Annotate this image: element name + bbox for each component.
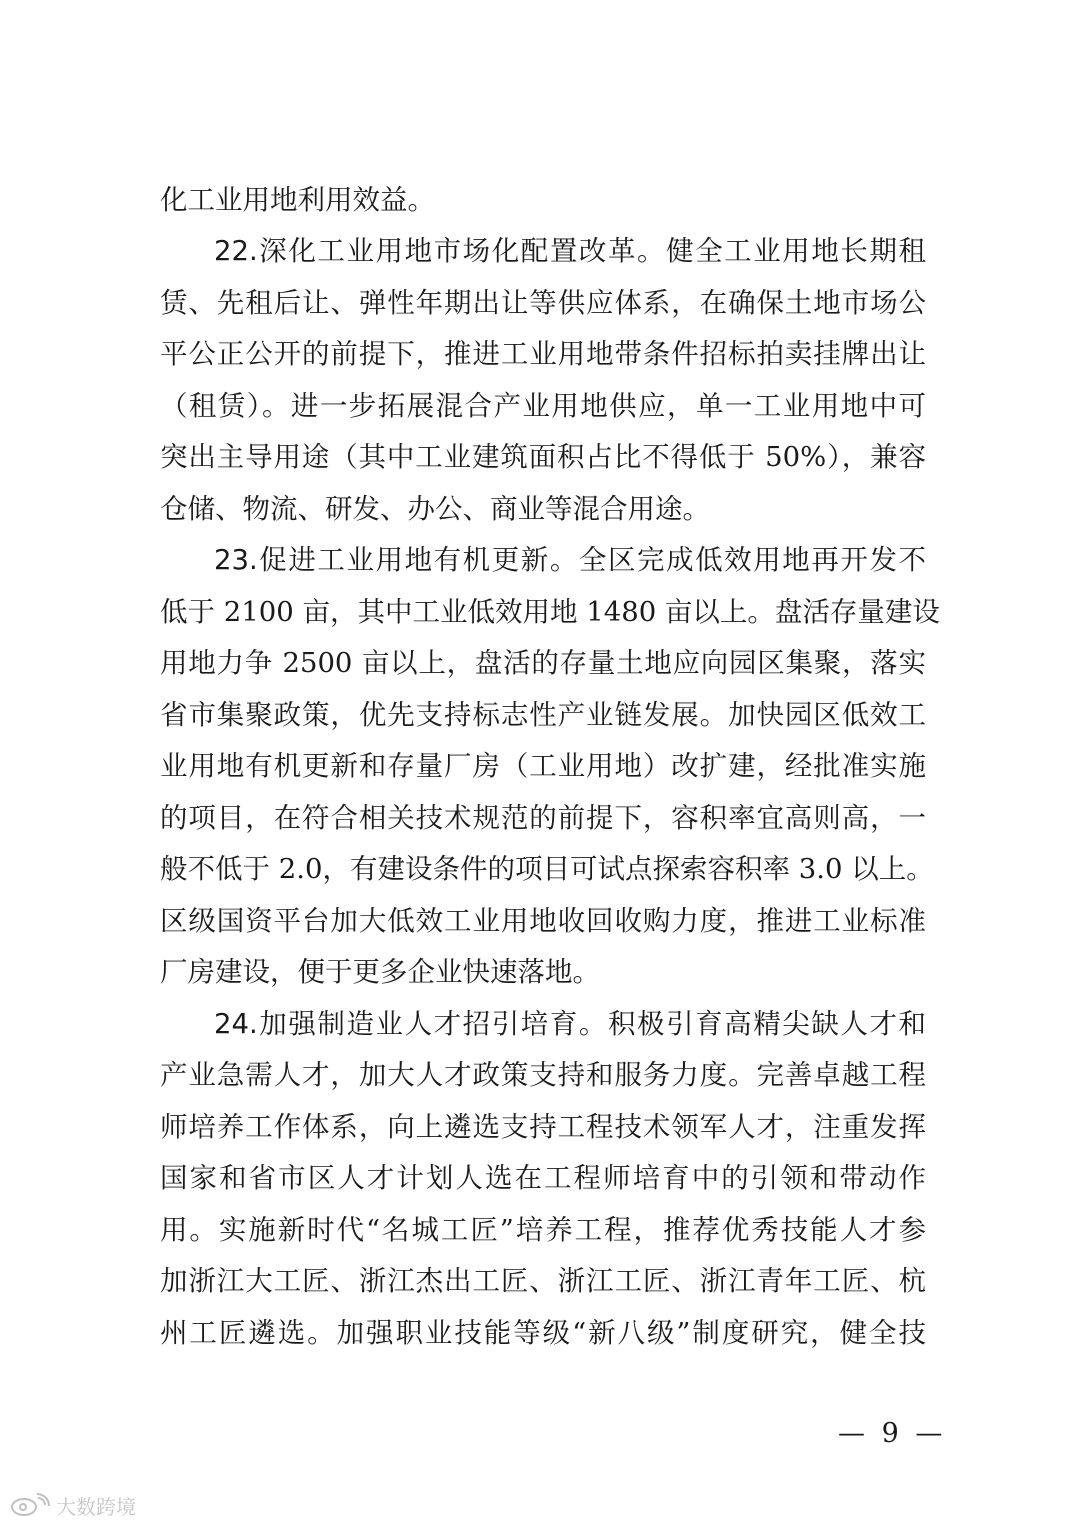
paragraph-line: 师培养工作体系，向上遴选支持工程技术领军人才，注重发挥 bbox=[160, 1111, 926, 1143]
paragraph-text: 全区完成低效用地再开发不 bbox=[578, 544, 927, 576]
section-heading-23: 23.促进工业用地有机更新。 bbox=[214, 544, 579, 576]
paragraph-first-line bbox=[214, 540, 926, 580]
paragraph-line: 仓储、物流、研发、办公、商业等混合用途。 bbox=[160, 493, 710, 525]
paragraph-first-line bbox=[214, 1004, 926, 1044]
page-number: — 9 — bbox=[838, 1418, 947, 1449]
paragraph-line: 用地力争 2500 亩以上，盘活的存量土地应向园区集聚，落实 bbox=[160, 647, 926, 679]
paragraph-line: 化工业用地利用效益。 bbox=[160, 184, 435, 216]
paragraph-text: 健全工业用地长期租 bbox=[666, 235, 927, 267]
paragraph-first-line bbox=[214, 231, 926, 271]
paragraph-line: 的项目，在符合相关技术规范的前提下，容积率宜高则高，一 bbox=[160, 802, 926, 834]
paragraph-line: 厂房建设，便于更多企业快速落地。 bbox=[160, 956, 600, 988]
paragraph-text: 积极引育高精尖缺人才和 bbox=[607, 1008, 927, 1040]
paragraph-line: 平公正公开的前提下，推进工业用地带条件招标拍卖挂牌出让 bbox=[160, 338, 926, 370]
paragraph-line: 低于 2100 亩，其中工业低效用地 1480 亩以上。盘活存量建设 bbox=[160, 596, 940, 628]
paragraph-line: 国家和省市区人才计划人选在工程师培育中的引领和带动作 bbox=[160, 1162, 926, 1194]
watermark-text: 大数跨境 bbox=[56, 1494, 136, 1519]
paragraph-line: 州工匠遴选。加强职业技能等级“新八级”制度研究，健全技 bbox=[160, 1317, 926, 1349]
paragraph-line: 般不低于 2.0，有建设条件的项目可试点探索容积率 3.0 以上。 bbox=[160, 853, 934, 885]
weibo-logo-icon bbox=[10, 1492, 50, 1518]
section-heading-24: 24.加强制造业人才招引培育。 bbox=[214, 1008, 608, 1040]
paragraph-line: 加浙江大工匠、浙江杰出工匠、浙江工匠、浙江青年工匠、杭 bbox=[160, 1265, 926, 1297]
paragraph-line: 赁、先租后让、弹性年期出让等供应体系，在确保土地市场公 bbox=[160, 287, 926, 319]
watermark bbox=[10, 1490, 136, 1520]
section-heading-22: 22.深化工业用地市场化配置改革。 bbox=[214, 235, 667, 267]
paragraph-line: 省市集聚政策，优先支持标志性产业链发展。加快园区低效工 bbox=[160, 699, 926, 731]
paragraph-line: 产业急需人才，加大人才政策支持和服务力度。完善卓越工程 bbox=[160, 1059, 926, 1091]
paragraph-line: 区级国资平台加大低效工业用地收回收购力度，推进工业标准 bbox=[160, 905, 926, 937]
paragraph-line: 用。实施新时代“名城工匠”培养工程，推荐优秀技能人才参 bbox=[160, 1214, 926, 1246]
paragraph-line: 业用地有机更新和存量厂房（工业用地）改扩建，经批准实施 bbox=[160, 750, 926, 782]
paragraph-line: （租赁）。进一步拓展混合产业用地供应，单一工业用地中可 bbox=[160, 390, 926, 422]
paragraph-line: 突出主导用途（其中工业建筑面积占比不得低于 50%），兼容 bbox=[160, 441, 926, 473]
